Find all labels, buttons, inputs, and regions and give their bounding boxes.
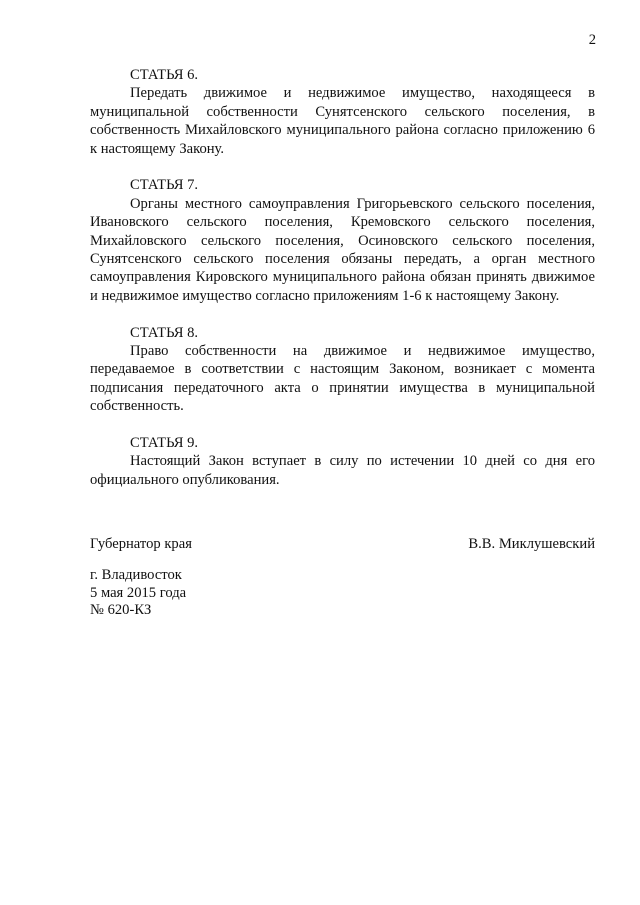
article-heading: СТАТЬЯ 6. xyxy=(130,67,199,83)
article-8 xyxy=(90,324,595,416)
article-text: Право собственности на движимое и недвижимое имущество, передаваемое в соответствии с настоящим Законом, возникает с момента подписания передаточного акта о принятии имущества в муниципальной собственность. xyxy=(90,343,595,415)
article-6 xyxy=(90,66,595,158)
article-7 xyxy=(90,176,595,305)
city-line: г. Владивосток xyxy=(90,567,182,583)
signatory-name: В.В. Миклушевский xyxy=(468,536,595,552)
signature-block xyxy=(90,535,595,555)
article-text: Настоящий Закон вступает в силу по истечении 10 дней со дня его официального опубликования. xyxy=(90,453,595,488)
date-line: 5 мая 2015 года xyxy=(90,584,187,601)
article-heading: СТАТЬЯ 8. xyxy=(130,324,199,341)
law-number: № 620-КЗ xyxy=(90,602,152,618)
article-heading: СТАТЬЯ 9. xyxy=(130,435,199,452)
article-9 xyxy=(90,434,595,489)
page-number: 2 xyxy=(588,32,596,48)
article-heading: СТАТЬЯ 7. xyxy=(130,177,199,194)
signatory-title: Губернатор края xyxy=(90,536,192,552)
article-text: Органы местного самоуправления Григорьевского сельского поселения, Ивановского сельского поселения, Кремовского сельского поселения, Михайловского сельского поселения, Осиновского сельского поселения, Сунятсенского сельского поселения обязаны передать, а орган местного самоуправления Кировского муниципального района обязан принять движимое и недвижимое имущество согласно приложениям 1-6 к настоящему Закону. xyxy=(90,195,595,304)
article-text: Передать движимое и недвижимое имущество, находящееся в муниципальной собственности Сунятсенского сельского поселения, в собственность Михайловского муниципального района согласно приложению 6 к настоящему Закону. xyxy=(90,85,595,157)
document-meta xyxy=(90,567,186,620)
document-body xyxy=(90,66,595,508)
